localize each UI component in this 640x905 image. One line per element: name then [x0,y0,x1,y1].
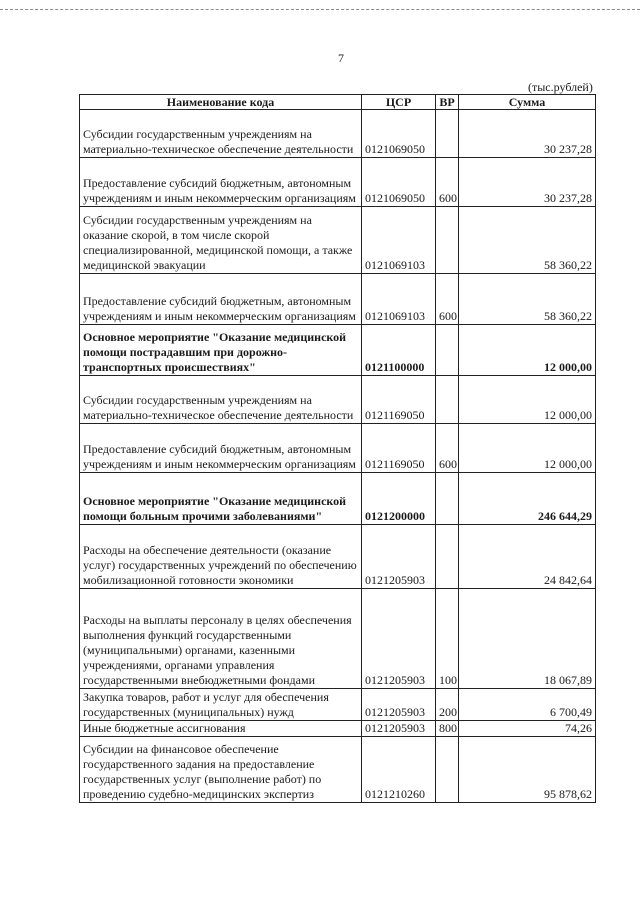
row-name: Субсидии государственным учреждениям на оказание скорой, в том числе скорой специализированной, медицинской помощи, а также медицинской эвакуации [80,207,362,274]
page-number: 7 [338,51,344,65]
row-csr: 0121169050 [362,424,436,473]
row-sum: 30 237,28 [459,158,596,207]
table-row [80,525,596,589]
row-name: Закупка товаров, работ и услуг для обеспечения государственных (муниципальных) нужд [80,689,362,721]
row-vr: 200 [436,689,459,721]
row-vr: 800 [436,721,459,737]
table-row [80,274,596,325]
row-csr: 0121205903 [362,689,436,721]
row-name: Основное мероприятие "Оказание медицинской помощи пострадавшим при дорожно-транспортных происшествиях" [80,325,362,376]
row-name: Предоставление субсидий бюджетным, автономным учреждениям и иным некоммерческим организациям [80,158,362,207]
row-csr: 0121205903 [362,525,436,589]
row-sum: 58 360,22 [459,274,596,325]
row-vr [436,473,459,525]
row-sum: 74,26 [459,721,596,737]
row-csr: 0121205903 [362,589,436,689]
table-row [80,158,596,207]
row-name: Расходы на обеспечение деятельности (оказание услуг) государственных учреждений по обеспечению мобилизационной готовности экономики [80,525,362,589]
row-sum: 12 000,00 [459,325,596,376]
row-csr: 0121100000 [362,325,436,376]
table-row [80,424,596,473]
row-csr: 0121069050 [362,158,436,207]
row-csr: 0121069050 [362,110,436,158]
row-vr [436,110,459,158]
row-name: Субсидии на финансовое обеспечение государственного задания на предоставление государственных услуг (выполнение работ) по проведению судебно-медицинских экспертиз [80,737,362,803]
row-sum: 246 644,29 [459,473,596,525]
row-vr [436,737,459,803]
table-row [80,473,596,525]
row-name: Субсидии государственным учреждениям на материально-техническое обеспечение деятельности [80,376,362,424]
table-row [80,376,596,424]
row-vr: 600 [436,158,459,207]
top-border-line [0,9,640,10]
header-vr: ВР [436,95,459,110]
budget-table [79,94,596,803]
row-csr: 0121210260 [362,737,436,803]
table-row [80,737,596,803]
row-vr [436,525,459,589]
row-csr: 0121069103 [362,274,436,325]
row-name: Предоставление субсидий бюджетным, автономным учреждениям и иным некоммерческим организациям [80,424,362,473]
row-sum: 18 067,89 [459,589,596,689]
table-row [80,589,596,689]
row-sum: 95 878,62 [459,737,596,803]
row-name: Расходы на выплаты персоналу в целях обеспечения выполнения функций государственными (муниципальными) органами, казенными учреждениями, органами управления государственными внебюджетными фондами [80,589,362,689]
row-vr: 600 [436,274,459,325]
row-vr: 100 [436,589,459,689]
table-row [80,110,596,158]
row-csr: 0121169050 [362,376,436,424]
table-row [80,325,596,376]
row-sum: 58 360,22 [459,207,596,274]
row-name: Субсидии государственным учреждениям на материально-техническое обеспечение деятельности [80,110,362,158]
row-csr: 0121205903 [362,721,436,737]
row-sum: 24 842,64 [459,525,596,589]
row-vr [436,325,459,376]
header-sum: Сумма [459,95,596,110]
table-header-row [80,95,596,110]
row-vr [436,376,459,424]
row-csr: 0121200000 [362,473,436,525]
table-row [80,721,596,737]
row-name: Предоставление субсидий бюджетным, автономным учреждениям и иным некоммерческим организациям [80,274,362,325]
row-csr: 0121069103 [362,207,436,274]
row-sum: 12 000,00 [459,424,596,473]
row-vr: 600 [436,424,459,473]
table-row [80,689,596,721]
table-row [80,207,596,274]
row-name: Иные бюджетные ассигнования [80,721,362,737]
header-name: Наименование кода [80,95,362,110]
row-vr [436,207,459,274]
row-name: Основное мероприятие "Оказание медицинской помощи больным прочими заболеваниями" [80,473,362,525]
row-sum: 30 237,28 [459,110,596,158]
row-sum: 6 700,49 [459,689,596,721]
row-sum: 12 000,00 [459,376,596,424]
header-csr: ЦСР [362,95,436,110]
units-label: (тыс.рублей) [528,80,593,94]
